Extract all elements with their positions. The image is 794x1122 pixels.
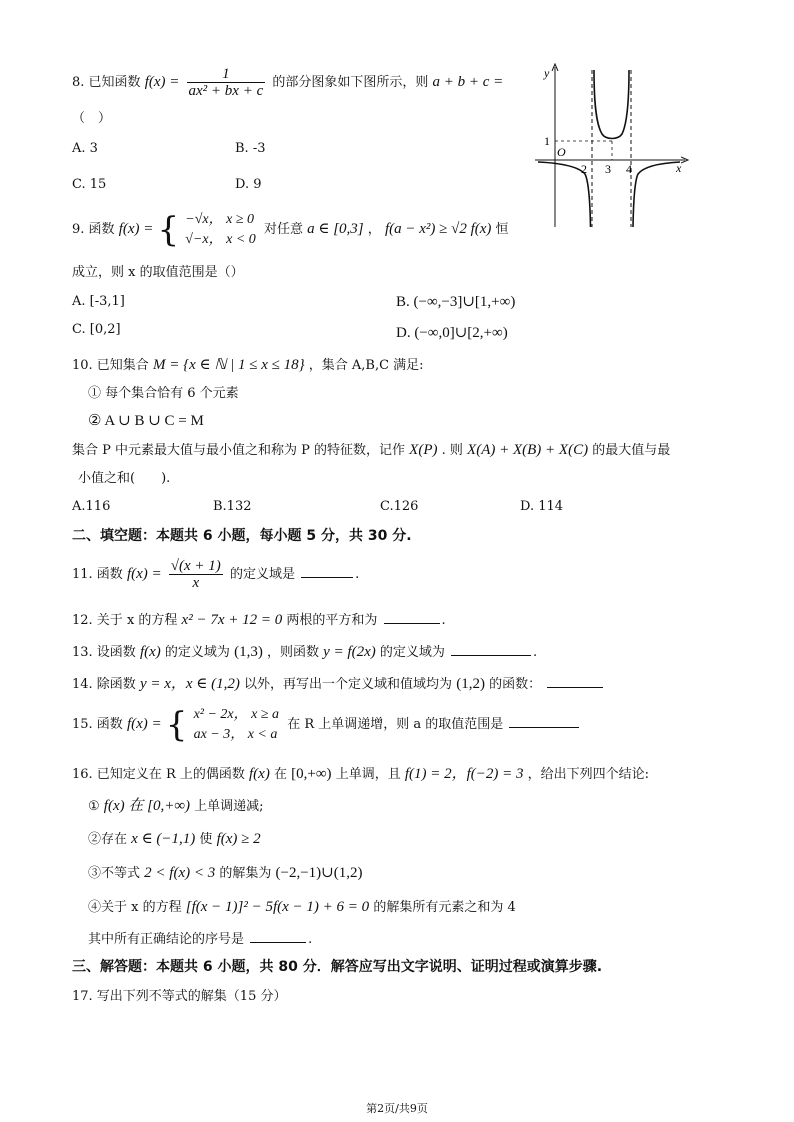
- q13-answer-blank[interactable]: [451, 641, 531, 656]
- page-footer: 第2页/共9页: [366, 1102, 428, 1115]
- q16-conclusion-2: ②存在 x ∈ (−1,1) 使 f(x) ≥ 2: [88, 831, 261, 847]
- q9-cases: −√x， x ≥ 0 √−x， x < 0: [185, 211, 256, 247]
- q10-condition-1: ① 每个集合恰有 6 个元素: [88, 386, 239, 401]
- function-graph: [530, 62, 690, 232]
- q11-fraction: $\frac{√(x + 1)}{x}$: [170, 558, 221, 591]
- q9-option-c: C. [0,2]: [72, 322, 121, 337]
- tick-label-3: 3: [605, 162, 611, 176]
- origin-label: O: [557, 145, 566, 159]
- q11-answer-blank[interactable]: [301, 563, 353, 578]
- q16-answer-blank[interactable]: [250, 928, 306, 943]
- q8-stem: 8. 已知函数 f(x) = $\frac{1}{\text{ax² + bx + c}}$ 的部分图象如下图所示，则 a + b + c =: [72, 66, 504, 99]
- q10-line4: 小值之和( ).: [78, 471, 171, 486]
- curve-middle: [594, 70, 629, 139]
- q10-option-b: B.132: [213, 499, 252, 514]
- q15-answer-blank[interactable]: [509, 713, 579, 728]
- tick-label-1: 1: [544, 134, 550, 148]
- tick-label-2: 2: [581, 162, 587, 176]
- q9-option-d: D. (−∞,0]∪[2,+∞): [396, 325, 508, 341]
- q8-option-c: C. 15: [72, 177, 107, 192]
- q8-option-a: A. 3: [72, 141, 98, 156]
- q10-line3: 集合 P 中元素最大值与最小值之和称为 P 的特征数，记作 X(P) . 则 X(A) + X(B) + X(C) 的最大值与最: [72, 442, 671, 458]
- q9-stem: 9. 函数 f(x) = { −√x， x ≥ 0 √−x， x < 0 对任意 a ∈ [0,3] ， f(a − x²) ≥ √2 f(x) 恒: [72, 209, 509, 250]
- q10-option-c: C.126: [380, 499, 419, 514]
- q13-stem: 13. 设函数 f(x) 的定义域为 (1,3) ，则函数 y = f(2x) 的定义域为 .: [72, 641, 537, 662]
- q16-stem: 16. 已知定义在 R 上的偶函数 f(x) 在 [0,+∞) 上单调，且 f(1) = 2，f(−2) = 3 ，给出下列四个结论:: [72, 766, 650, 782]
- q16-conclusion-3: ③不等式 2 < f(x) < 3 的解集为 (−2,−1)∪(1,2): [88, 865, 363, 881]
- section-2-heading: 二、填空题：本题共 6 小题，每小题 5 分，共 30 分.: [72, 528, 412, 544]
- tick-label-4: 4: [626, 162, 632, 176]
- q16-final-question: 其中所有正确结论的序号是 .: [88, 928, 312, 949]
- q16-conclusion-1: ① f(x) 在 [0,+∞) 上单调递减;: [88, 798, 264, 814]
- section-3-heading: 三、解答题：本题共 6 小题，共 80 分．解答应写出文字说明、证明过程或演算步骤.: [72, 959, 603, 975]
- q8-option-b: B. -3: [235, 141, 266, 156]
- q10-condition-2: ② A ∪ B ∪ C = M: [88, 413, 204, 429]
- q8-fraction: $\frac{1}{\text{ax² + bx + c}}$: [188, 66, 264, 99]
- q8-option-d: D. 9: [235, 177, 262, 192]
- q9-brace: {: [157, 209, 180, 250]
- q10-stem: 10. 已知集合 M = {x ∈ ℕ | 1 ≤ x ≤ 18} ，集合 A,B,C 满足:: [72, 357, 424, 373]
- q15-cases: x² − 2x， x ≥ a ax − 3， x < a: [193, 706, 280, 742]
- y-axis-label: y: [544, 66, 550, 80]
- q9-option-a: A. [-3,1]: [72, 294, 125, 309]
- q10-option-a: A.116: [72, 499, 111, 514]
- q15-brace: {: [165, 704, 188, 745]
- q11-stem: 11. 函数 f(x) = $\frac{√(x + 1)}{x}$ 的定义域是 .: [72, 558, 360, 591]
- q14-answer-blank[interactable]: [547, 673, 603, 688]
- q16-conclusion-4: ④关于 x 的方程 [f(x − 1)]² − 5f(x − 1) + 6 = 0 的解集所有元素之和为 4: [88, 899, 516, 915]
- curve-right: [633, 162, 680, 227]
- q9-line2: 成立，则 x 的取值范围是（）: [72, 265, 244, 280]
- q12-answer-blank[interactable]: [384, 609, 440, 624]
- q8-paren: （ ）: [72, 111, 112, 126]
- x-axis-label: x: [676, 161, 682, 175]
- q14-stem: 14. 除函数 y = x，x ∈ (1,2) 以外，再写出一个定义域和值域均为 (1,2) 的函数：: [72, 673, 605, 694]
- q9-option-b: B. (−∞,−3]∪[1,+∞): [396, 294, 516, 310]
- q10-option-d: D. 114: [520, 499, 564, 514]
- q12-stem: 12. 关于 x 的方程 x² − 7x + 12 = 0 两根的平方和为 .: [72, 609, 446, 630]
- q17-stem: 17. 写出下列不等式的解集（15 分）: [72, 989, 287, 1004]
- q15-stem: 15. 函数 f(x) = { x² − 2x， x ≥ a ax − 3， x < a 在 R 上单调递增，则 a 的取值范围是: [72, 702, 581, 747]
